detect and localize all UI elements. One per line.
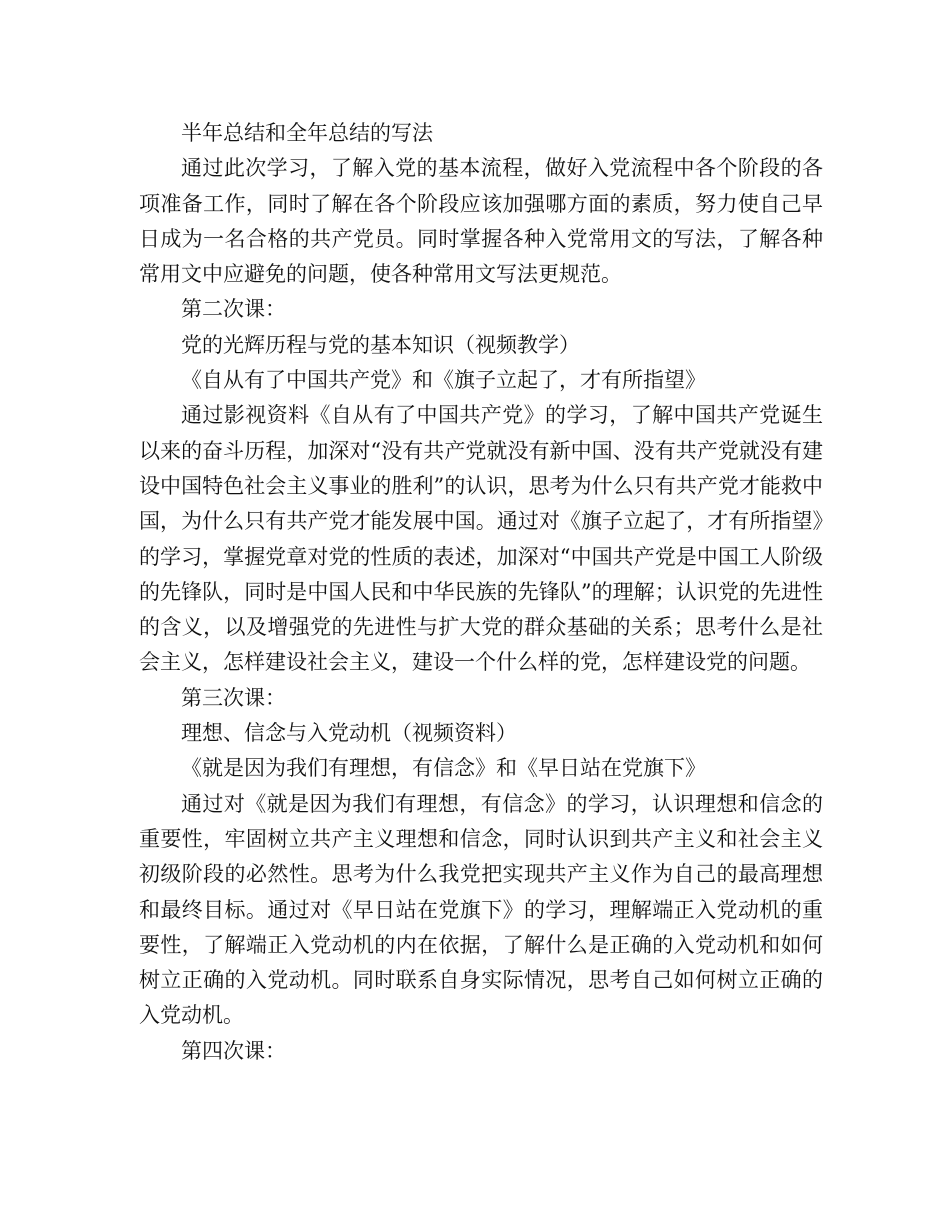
lesson-two-topic: 党的光辉历程与党的基本知识（视频教学） xyxy=(181,332,580,357)
summary-writing-heading: 半年总结和全年总结的写法 xyxy=(181,121,433,145)
paragraph-lesson-three-content: 通过对《就是因为我们有理想，有信念》的学习，认识理想和信念的重要性，牢固树立共产主义理想和信念，同时认识到共产主义和社会主义初级阶段的必然性。思考为什么我党把实现共产主义作为自己的最高理想和最终目标。通过对《早日站在党旗下》的学习，理解端正入党动机的重要性，了解端正入党动机的内在依据，了解什么是正确的入党动机和如何树立正确的入党动机。同时联系自身实际情况，思考自己如何树立正确的入党动机。 xyxy=(139,791,823,1028)
lesson-two-heading: 第二次课： xyxy=(181,297,286,322)
paragraph-party-process: 通过此次学习，了解入党的基本流程，做好入党流程中各个阶段的各项准备工作，同时了解在各个阶段应该加强哪方面的素质，努力使自己早日成为一名合格的共产党员。同时掌握各种入党常用文的写法，了解各种常用文中应避免的问题，使各种常用文写法更规范。 xyxy=(139,156,823,287)
lesson-three-topic: 理想、信念与入党动机（视频资料） xyxy=(181,721,517,746)
paragraph-lesson-two-content: 通过影视资料《自从有了中国共产党》的学习，了解中国共产党诞生以来的奋斗历程，加深对“没有共产党就没有新中国、没有共产党就没有建设中国特色社会主义事业的胜利”的认识，思考为什么只有共产党才能救中国，为什么只有共产党才能发展中国。通过对《旗子立起了，才有所指望》的学习，掌握党章对党的性质的表述，加深对“中国共产党是中国工人阶级的先锋队，同时是中国人民和中华民族的先锋队”的理解；认识党的先进性的含义，以及增强党的先进性与扩大党的群众基础的关系；思考什么是社会主义，怎样建设社会主义，建设一个什么样的党，怎样建设党的问题。 xyxy=(139,403,823,675)
document-body xyxy=(139,116,823,1069)
lesson-four-heading: 第四次课： xyxy=(181,1038,286,1063)
lesson-three-heading: 第三次课： xyxy=(181,685,286,710)
lesson-two-materials: 《自从有了中国共产党》和《旗子立起了，才有所指望》 xyxy=(181,368,706,393)
lesson-three-materials: 《就是因为我们有理想，有信念》和《早日站在党旗下》 xyxy=(181,756,706,781)
